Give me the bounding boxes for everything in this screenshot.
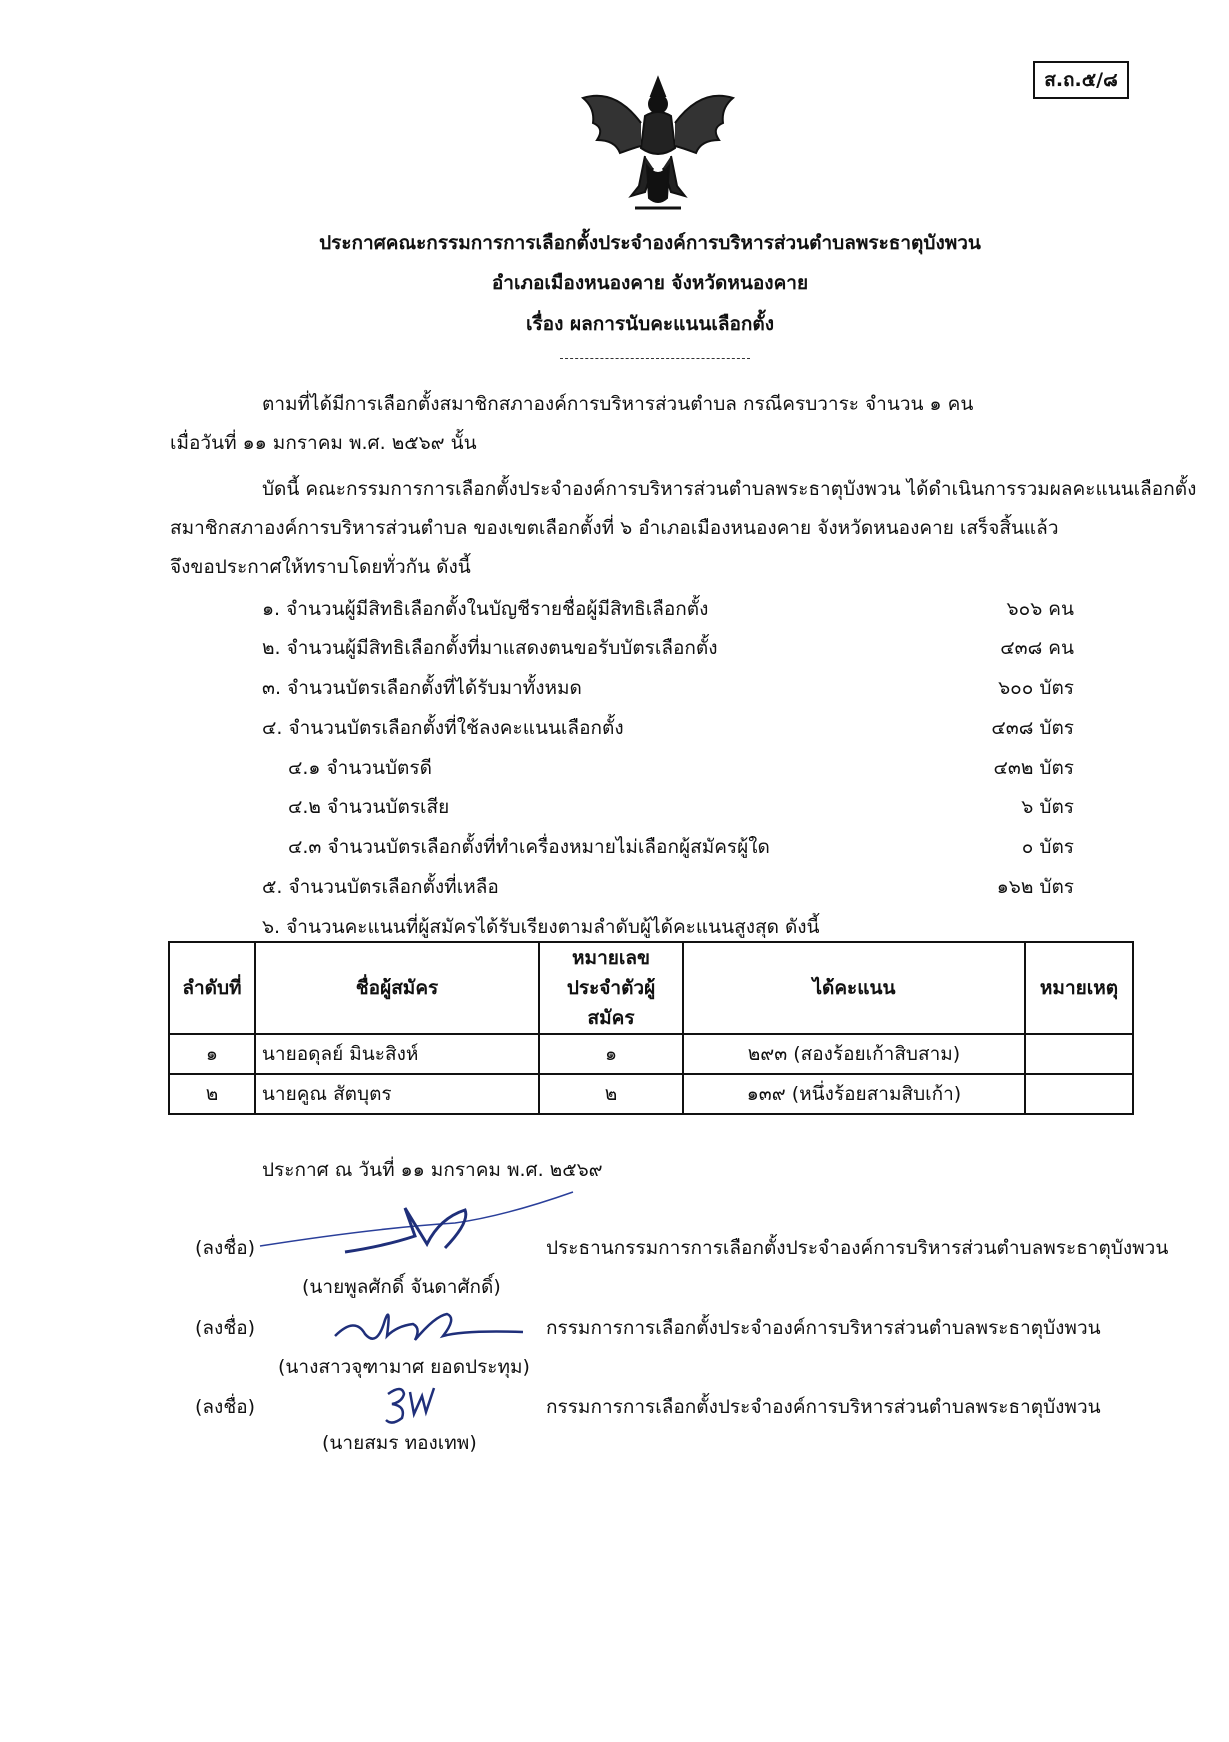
cell-rank: ๒ [169,1074,255,1114]
sign-name: (นางสาวจุฑามาศ ยอดประทุม) [278,1356,530,1378]
header-rank: ลำดับที่ [169,942,255,1034]
item-label: ๒. จำนวนผู้มีสิทธิเลือกตั้งที่มาแสดงตนขอรับบัตรเลือกตั้ง [262,637,718,659]
sign-label: (ลงชื่อ) [195,1396,256,1418]
cell-name: นายคูณ สัตบุตร [255,1074,539,1114]
separator-line [560,358,750,359]
cell-rank: ๑ [169,1034,255,1074]
intro-line-5: จึงขอประกาศให้ทราบโดยทั่วกัน ดังนี้ [170,556,471,578]
form-code-box: ส.ถ.๕/๘ [1033,61,1129,99]
table-row [169,1034,1133,1074]
sign-label: (ลงชื่อ) [195,1237,256,1259]
item-6-label: ๖. จำนวนคะแนนที่ผู้สมัครได้รับเรียงตามลำดับผู้ได้คะแนนสูงสุด ดังนี้ [262,916,820,938]
sign-role: ประธานกรรมการการเลือกตั้งประจำองค์การบริหารส่วนตำบลพระธาตุบังพวน [546,1237,1169,1259]
item-label: ๑. จำนวนผู้มีสิทธิเลือกตั้งในบัญชีรายชื่อผู้มีสิทธิเลือกตั้ง [262,598,709,620]
garuda-emblem-icon [575,68,741,216]
item-label: ๔.๓ จำนวนบัตรเลือกตั้งที่ทำเครื่องหมายไม่เลือกผู้สมัครผู้ใด [288,836,770,858]
intro-line-3: บัดนี้ คณะกรรมการการเลือกตั้งประจำองค์การบริหารส่วนตำบลพระธาตุบังพวน ได้ดำเนินการรวมผลคะแนนเลือกตั้ง [262,478,1197,500]
cell-name: นายอดุลย์ มินะสิงห์ [255,1034,539,1074]
sign-role: กรรมการการเลือกตั้งประจำองค์การบริหารส่วนตำบลพระธาตุบังพวน [546,1396,1101,1418]
item-value: ๖๐๖ คน [1006,598,1074,620]
item-value: ๐ บัตร [1021,836,1074,858]
header-number-line2: ประจำตัวผู้สมัคร [566,977,656,1029]
item-value: ๔๓๒ บัตร [993,757,1074,779]
results-table [168,941,1134,1115]
table-header-row [169,942,1133,1034]
signature-3-image [380,1380,440,1430]
sign-name: (นายพูลศักดิ์ จันดาศักดิ์) [302,1276,501,1298]
item-value: ๔๓๘ บัตร [991,717,1074,739]
header-note: หมายเหตุ [1025,942,1133,1034]
cell-number: ๑ [539,1034,683,1074]
header-name: ชื่อผู้สมัคร [255,942,539,1034]
item-value: ๖๐๐ บัตร [998,677,1074,699]
district-province: อำเภอเมืองหนองคาย จังหวัดหนองคาย [491,272,809,294]
signature-1-image [255,1188,575,1268]
sign-role: กรรมการการเลือกตั้งประจำองค์การบริหารส่วนตำบลพระธาตุบังพวน [546,1317,1101,1339]
header-number [539,942,683,1034]
item-value: ๖ บัตร [1021,796,1074,818]
item-value: ๔๓๘ คน [1000,637,1074,659]
header-number-line1: หมายเลข [572,947,651,969]
announce-date: ประกาศ ณ วันที่ ๑๑ มกราคม พ.ศ. ๒๕๖๙ [262,1159,603,1181]
signature-2-image [325,1296,525,1356]
intro-line-4: สมาชิกสภาองค์การบริหารส่วนตำบล ของเขตเลือกตั้งที่ ๖ อำเภอเมืองหนองคาย จังหวัดหนองคาย เสร็จสิ้นแล้ว [170,517,1059,539]
cell-score: ๑๓๙ (หนึ่งร้อยสามสิบเก้า) [683,1074,1025,1114]
item-label: ๓. จำนวนบัตรเลือกตั้งที่ได้รับมาทั้งหมด [262,677,582,699]
item-value: ๑๖๒ บัตร [996,876,1074,898]
cell-number: ๒ [539,1074,683,1114]
intro-line-1: ตามที่ได้มีการเลือกตั้งสมาชิกสภาองค์การบริหารส่วนตำบล กรณีครบวาระ จำนวน ๑ คน [262,393,974,415]
item-label: ๔. จำนวนบัตรเลือกตั้งที่ใช้ลงคะแนนเลือกตั้ง [262,717,624,739]
table-row [169,1074,1133,1114]
announcement-title: ประกาศคณะกรรมการการเลือกตั้งประจำองค์การบริหารส่วนตำบลพระธาตุบังพวน [319,232,981,254]
item-label: ๔.๒ จำนวนบัตรเสีย [288,796,450,818]
cell-note [1025,1074,1133,1114]
sign-name: (นายสมร ทองเทพ) [322,1432,477,1454]
header-score: ได้คะแนน [683,942,1025,1034]
item-label: ๔.๑ จำนวนบัตรดี [288,757,432,779]
sign-label: (ลงชื่อ) [195,1317,256,1339]
item-label: ๕. จำนวนบัตรเลือกตั้งที่เหลือ [262,876,499,898]
subject: เรื่อง ผลการนับคะแนนเลือกตั้ง [525,313,774,335]
cell-score: ๒๙๓ (สองร้อยเก้าสิบสาม) [683,1034,1025,1074]
cell-note [1025,1034,1133,1074]
intro-line-2: เมื่อวันที่ ๑๑ มกราคม พ.ศ. ๒๕๖๙ นั้น [170,432,477,454]
